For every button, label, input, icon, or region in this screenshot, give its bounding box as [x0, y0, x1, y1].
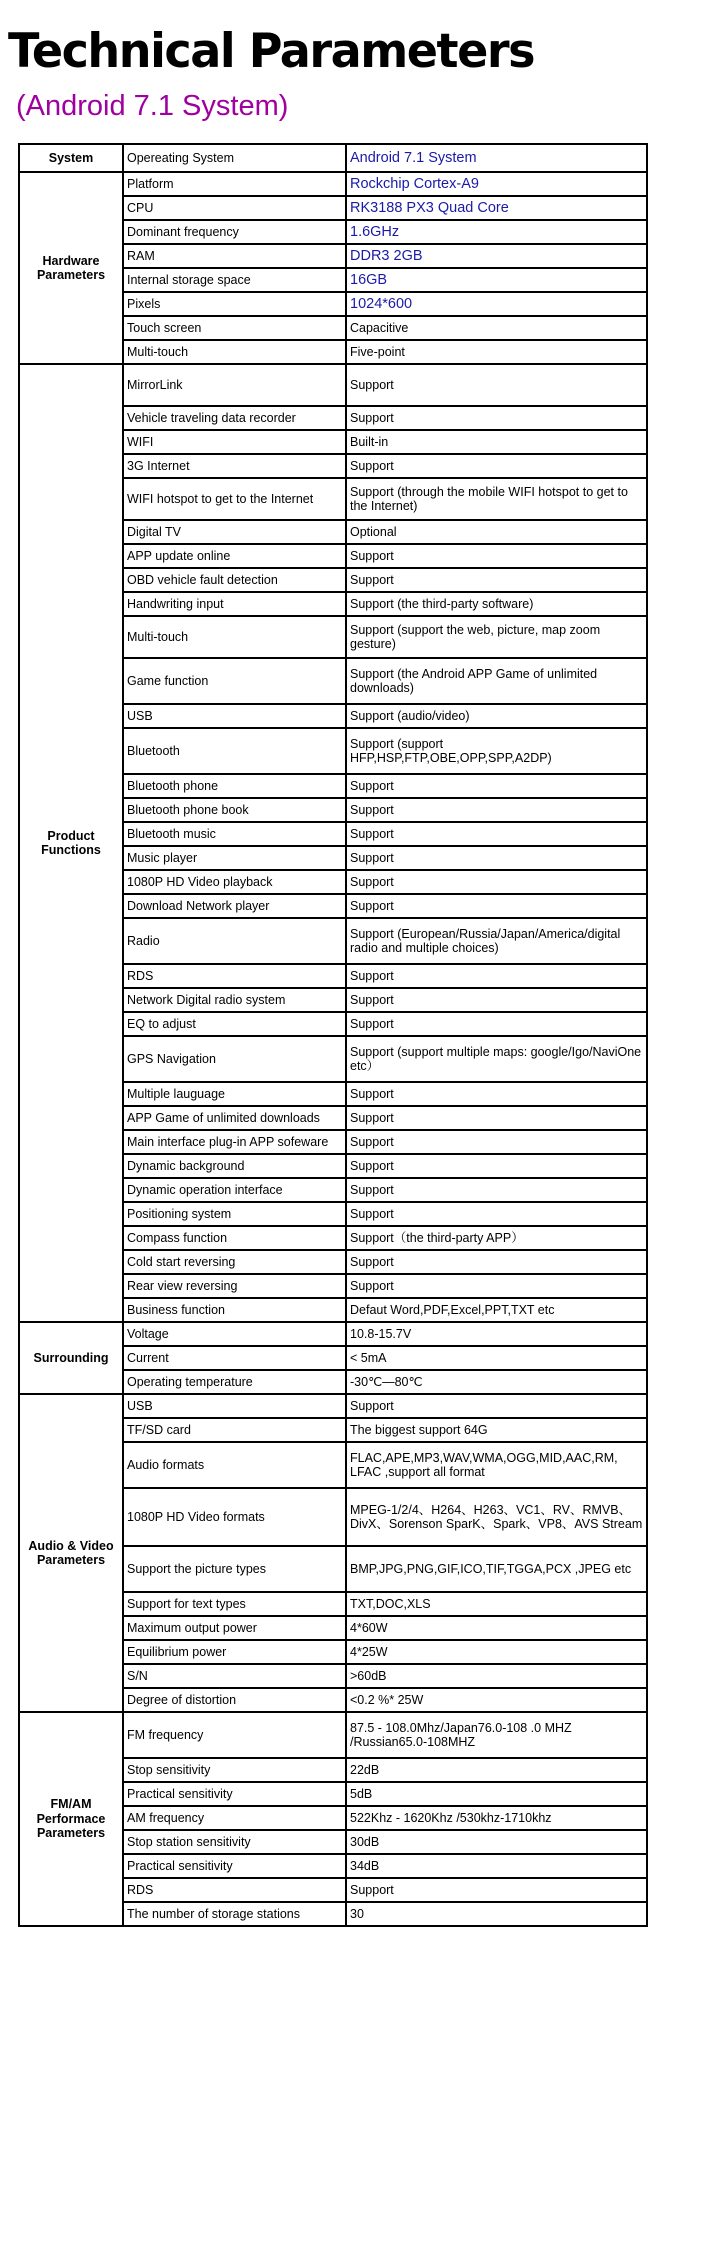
- param-value: Support: [346, 1130, 647, 1154]
- param-value: Support: [346, 988, 647, 1012]
- param-value: 34dB: [346, 1854, 647, 1878]
- param-label: USB: [123, 704, 346, 728]
- param-label: Dominant frequency: [123, 220, 346, 244]
- param-value: Support (support the web, picture, map zoom gesture): [346, 616, 647, 658]
- param-label: Rear view reversing: [123, 1274, 346, 1298]
- param-label: Radio: [123, 918, 346, 964]
- param-value: 5dB: [346, 1782, 647, 1806]
- param-value: 10.8-15.7V: [346, 1322, 647, 1346]
- table-row: [19, 172, 647, 196]
- param-label: Operating temperature: [123, 1370, 346, 1394]
- param-label: Current: [123, 1346, 346, 1370]
- param-label: Positioning system: [123, 1202, 346, 1226]
- param-label: Bluetooth phone: [123, 774, 346, 798]
- param-label: S/N: [123, 1664, 346, 1688]
- param-value: Support: [346, 364, 647, 406]
- table-row: [19, 1322, 647, 1346]
- param-label: TF/SD card: [123, 1418, 346, 1442]
- param-label: Bluetooth phone book: [123, 798, 346, 822]
- param-label: Multi-touch: [123, 616, 346, 658]
- param-label: Handwriting input: [123, 592, 346, 616]
- param-value: < 5mA: [346, 1346, 647, 1370]
- param-label: Support for text types: [123, 1592, 346, 1616]
- param-label: The number of storage stations: [123, 1902, 346, 1926]
- param-value: FLAC,APE,MP3,WAV,WMA,OGG,MID,AAC,RM, LFAC ,support all format: [346, 1442, 647, 1488]
- param-label: WIFI hotspot to get to the Internet: [123, 478, 346, 520]
- param-value: 30: [346, 1902, 647, 1926]
- param-label: Equilibrium power: [123, 1640, 346, 1664]
- param-value: Support: [346, 870, 647, 894]
- param-value: Support (support multiple maps: google/Igo/NaviOne etc）: [346, 1036, 647, 1082]
- param-label: GPS Navigation: [123, 1036, 346, 1082]
- param-label: WIFI: [123, 430, 346, 454]
- category-system: System: [19, 144, 123, 172]
- param-label: Pixels: [123, 292, 346, 316]
- param-value: Support: [346, 964, 647, 988]
- param-label: APP update online: [123, 544, 346, 568]
- page-title: Technical Parameters: [8, 24, 535, 79]
- table-row: [19, 1394, 647, 1418]
- param-label: RDS: [123, 964, 346, 988]
- param-label: 1080P HD Video formats: [123, 1488, 346, 1546]
- param-label: EQ to adjust: [123, 1012, 346, 1036]
- param-label: 1080P HD Video playback: [123, 870, 346, 894]
- param-label: Support the picture types: [123, 1546, 346, 1592]
- param-value: Support: [346, 1082, 647, 1106]
- param-label: Dynamic operation interface: [123, 1178, 346, 1202]
- table-row: [19, 1712, 647, 1758]
- param-value: Support: [346, 774, 647, 798]
- param-value: Support: [346, 1178, 647, 1202]
- param-value: Android 7.1 System: [346, 144, 647, 172]
- param-value: 1024*600: [346, 292, 647, 316]
- param-value: Support: [346, 454, 647, 478]
- param-label: RDS: [123, 1878, 346, 1902]
- category-product-functions: Product Functions: [19, 364, 123, 1322]
- param-label: Degree of distortion: [123, 1688, 346, 1712]
- param-label: Compass function: [123, 1226, 346, 1250]
- param-value: TXT,DOC,XLS: [346, 1592, 647, 1616]
- param-label: Game function: [123, 658, 346, 704]
- param-value: <0.2 %* 25W: [346, 1688, 647, 1712]
- table-row: [19, 364, 647, 406]
- table-row: [19, 144, 647, 172]
- param-label: Audio formats: [123, 1442, 346, 1488]
- param-label: Voltage: [123, 1322, 346, 1346]
- param-label: Digital TV: [123, 520, 346, 544]
- param-label: Opereating System: [123, 144, 346, 172]
- param-value: Support (the Android APP Game of unlimited downloads): [346, 658, 647, 704]
- param-value: 87.5 - 108.0Mhz/Japan76.0-108 .0 MHZ /Russian65.0-108MHZ: [346, 1712, 647, 1758]
- param-value: Support（the third-party APP）: [346, 1226, 647, 1250]
- param-label: Dynamic background: [123, 1154, 346, 1178]
- param-label: AM frequency: [123, 1806, 346, 1830]
- param-label: Stop sensitivity: [123, 1758, 346, 1782]
- param-label: Cold start reversing: [123, 1250, 346, 1274]
- param-label: 3G Internet: [123, 454, 346, 478]
- param-label: CPU: [123, 196, 346, 220]
- param-label: Bluetooth: [123, 728, 346, 774]
- param-label: Platform: [123, 172, 346, 196]
- param-value: Support: [346, 1878, 647, 1902]
- param-label: Music player: [123, 846, 346, 870]
- param-value: Support: [346, 568, 647, 592]
- param-value: MPEG-1/2/4、H264、H263、VC1、RV、RMVB、DivX、Sorenson SparK、Spark、VP8、AVS Stream: [346, 1488, 647, 1546]
- param-label: Vehicle traveling data recorder: [123, 406, 346, 430]
- param-label: Maximum output power: [123, 1616, 346, 1640]
- param-value: 1.6GHz: [346, 220, 647, 244]
- param-label: Practical sensitivity: [123, 1854, 346, 1878]
- param-value: 22dB: [346, 1758, 647, 1782]
- param-value: DDR3 2GB: [346, 244, 647, 268]
- category-surrounding: Surrounding: [19, 1322, 123, 1394]
- param-value: -30℃—80℃: [346, 1370, 647, 1394]
- param-label: APP Game of unlimited downloads: [123, 1106, 346, 1130]
- param-label: Multi-touch: [123, 340, 346, 364]
- param-label: USB: [123, 1394, 346, 1418]
- category-hardware: Hardware Parameters: [19, 172, 123, 364]
- param-label: RAM: [123, 244, 346, 268]
- param-value: Support: [346, 798, 647, 822]
- param-value: Built-in: [346, 430, 647, 454]
- param-label: Internal storage space: [123, 268, 346, 292]
- param-value: Support: [346, 846, 647, 870]
- category-audio-video: Audio & Video Parameters: [19, 1394, 123, 1712]
- param-value: Support (European/Russia/Japan/America/digital radio and multiple choices): [346, 918, 647, 964]
- param-value: The biggest support 64G: [346, 1418, 647, 1442]
- param-value: Rockchip Cortex-A9: [346, 172, 647, 196]
- param-label: Network Digital radio system: [123, 988, 346, 1012]
- param-value: Support (through the mobile WIFI hotspot to get to the Internet): [346, 478, 647, 520]
- param-label: Stop station sensitivity: [123, 1830, 346, 1854]
- param-value: Support: [346, 1394, 647, 1418]
- param-label: Main interface plug-in APP sofeware: [123, 1130, 346, 1154]
- param-value: Support: [346, 544, 647, 568]
- param-value: >60dB: [346, 1664, 647, 1688]
- param-value: Support: [346, 1154, 647, 1178]
- param-value: Support: [346, 1012, 647, 1036]
- category-fm-am: FM/AM Performace Parameters: [19, 1712, 123, 1926]
- param-value: 30dB: [346, 1830, 647, 1854]
- param-value: Support: [346, 1274, 647, 1298]
- param-value: 522Khz - 1620Khz /530khz-1710khz: [346, 1806, 647, 1830]
- param-label: MirrorLink: [123, 364, 346, 406]
- param-value: Five-point: [346, 340, 647, 364]
- param-label: Business function: [123, 1298, 346, 1322]
- param-value: Support: [346, 1202, 647, 1226]
- param-label: Practical sensitivity: [123, 1782, 346, 1806]
- param-value: Support: [346, 894, 647, 918]
- param-label: Touch screen: [123, 316, 346, 340]
- param-value: Support (audio/video): [346, 704, 647, 728]
- param-label: FM frequency: [123, 1712, 346, 1758]
- param-value: Support: [346, 406, 647, 430]
- param-label: Download Network player: [123, 894, 346, 918]
- param-value: Support (support HFP,HSP,FTP,OBE,OPP,SPP,A2DP): [346, 728, 647, 774]
- param-value: 4*25W: [346, 1640, 647, 1664]
- param-value: 4*60W: [346, 1616, 647, 1640]
- param-label: OBD vehicle fault detection: [123, 568, 346, 592]
- param-value: 16GB: [346, 268, 647, 292]
- param-value: Capacitive: [346, 316, 647, 340]
- param-value: Support: [346, 1106, 647, 1130]
- param-value: Support: [346, 822, 647, 846]
- page-subtitle: (Android 7.1 System): [16, 90, 289, 122]
- param-value: Support (the third-party software): [346, 592, 647, 616]
- param-value: Defaut Word,PDF,Excel,PPT,TXT etc: [346, 1298, 647, 1322]
- param-value: Optional: [346, 520, 647, 544]
- spec-table: [18, 143, 648, 1927]
- param-value: Support: [346, 1250, 647, 1274]
- param-label: Bluetooth music: [123, 822, 346, 846]
- param-value: RK3188 PX3 Quad Core: [346, 196, 647, 220]
- param-label: Multiple lauguage: [123, 1082, 346, 1106]
- param-value: BMP,JPG,PNG,GIF,ICO,TIF,TGGA,PCX ,JPEG etc: [346, 1546, 647, 1592]
